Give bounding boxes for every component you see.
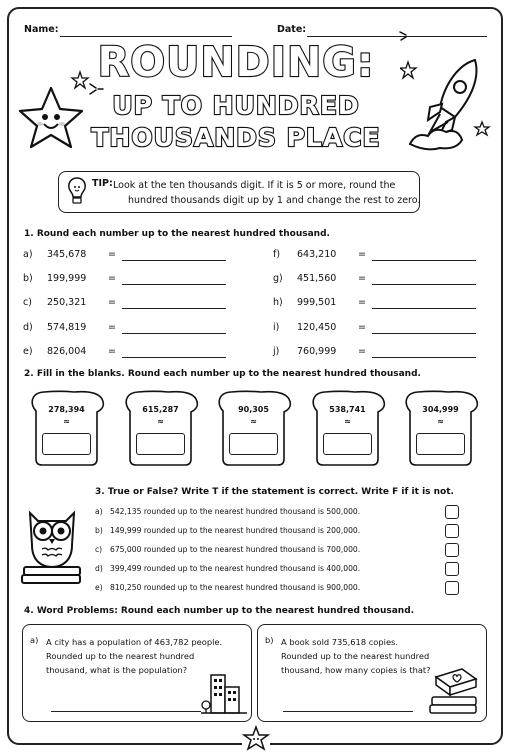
toast-number: 90,305 (238, 405, 269, 414)
approx-sign: ≈ (344, 417, 351, 426)
equals-sign: = (358, 297, 366, 308)
question-g (273, 273, 483, 287)
question-number: 250,321 (47, 297, 87, 308)
problem-b-line-1: A book sold 735,618 copies. (281, 637, 399, 647)
problem-a-line-2: Rounded up to the nearest hundred (46, 651, 195, 661)
statement-letter: b) (95, 526, 103, 535)
question-number: 199,999 (47, 273, 87, 284)
question-f (273, 249, 483, 263)
question-number: 451,560 (297, 273, 337, 284)
question-number: 999,501 (297, 297, 337, 308)
answer-line[interactable] (122, 284, 226, 285)
toast-number: 615,287 (142, 405, 179, 414)
problem-a-answer-line[interactable] (51, 711, 201, 712)
answer-checkbox[interactable] (445, 581, 459, 595)
toast-card (402, 389, 479, 466)
owl-on-books-icon (20, 505, 84, 587)
sparkle-icon (398, 28, 414, 44)
answer-box[interactable] (229, 433, 278, 455)
question-number: 760,999 (297, 346, 337, 357)
answer-box[interactable] (416, 433, 465, 455)
section-1-heading: 1. Round each number up to the nearest hundred thousand. (24, 229, 330, 239)
equals-sign: = (108, 249, 116, 260)
statement-letter: a) (95, 507, 103, 516)
tip-text-line-1: Look at the ten thousands digit. If it is 5 or more, round the (113, 180, 396, 191)
answer-line[interactable] (372, 308, 476, 309)
toast-number: 304,999 (422, 405, 459, 414)
section-2-heading: 2. Fill in the blanks. Round each number up to the nearest hundred thousand. (24, 369, 421, 379)
answer-box[interactable] (323, 433, 372, 455)
statement-letter: e) (95, 583, 103, 592)
books-icon (428, 665, 480, 719)
true-false-item (95, 526, 435, 538)
lightbulb-icon (66, 175, 88, 207)
question-c (23, 297, 233, 311)
star-mascot-icon (16, 84, 86, 150)
approx-sign: ≈ (157, 417, 164, 426)
tip-text-line-2: hundred thousands digit up by 1 and change the rest to zero. (128, 195, 421, 206)
question-letter: b) (23, 273, 33, 284)
question-letter: a) (23, 249, 33, 260)
approx-sign: ≈ (437, 417, 444, 426)
problem-a-line-1: A city has a population of 463,782 people. (46, 637, 223, 647)
equals-sign: = (358, 249, 366, 260)
word-problem-a (22, 624, 252, 722)
statement-text: 399,499 rounded up to the nearest hundred thousand is 400,000. (110, 564, 361, 573)
true-false-item (95, 583, 435, 595)
toast-card (309, 389, 386, 466)
answer-line[interactable] (372, 284, 476, 285)
question-letter: g) (273, 273, 283, 284)
answer-line[interactable] (122, 260, 226, 261)
title-line-2: UP TO HUNDRED (112, 91, 360, 120)
problem-a-line-3: thousand, what is the population? (46, 665, 188, 675)
toast-card (122, 389, 199, 466)
question-letter: d) (23, 322, 33, 333)
title-line-1: ROUNDING: (97, 38, 375, 86)
answer-line[interactable] (372, 333, 476, 334)
statement-letter: d) (95, 564, 103, 573)
answer-checkbox[interactable] (445, 524, 459, 538)
equals-sign: = (108, 322, 116, 333)
question-letter: e) (23, 346, 33, 357)
question-number: 643,210 (297, 249, 337, 260)
date-field[interactable] (307, 36, 487, 37)
section-4-heading: 4. Word Problems: Round each number up to the nearest hundred thousand. (24, 606, 415, 616)
question-h (273, 297, 483, 311)
answer-line[interactable] (122, 333, 226, 334)
problem-b-letter: b) (265, 635, 274, 645)
city-buildings-icon (201, 669, 249, 717)
question-i (273, 322, 483, 336)
name-label: Name: (24, 24, 59, 35)
question-number: 574,819 (47, 322, 87, 333)
toast-card (28, 389, 105, 466)
equals-sign: = (358, 322, 366, 333)
tip-label: TIP: (92, 178, 113, 189)
equals-sign: = (108, 346, 116, 357)
toast-number: 538,741 (329, 405, 366, 414)
answer-line[interactable] (122, 308, 226, 309)
answer-checkbox[interactable] (445, 505, 459, 519)
question-letter: j) (273, 346, 280, 357)
question-b (23, 273, 233, 287)
statement-text: 542,135 rounded up to the nearest hundred thousand is 500,000. (110, 507, 361, 516)
question-letter: c) (23, 297, 32, 308)
question-letter: h) (273, 297, 283, 308)
answer-checkbox[interactable] (445, 562, 459, 576)
true-false-item (95, 545, 435, 557)
toast-number: 278,394 (48, 405, 85, 414)
statement-letter: c) (95, 545, 103, 554)
equals-sign: = (358, 346, 366, 357)
title-line-3: THOUSANDS PLACE (91, 123, 381, 152)
problem-b-answer-line[interactable] (283, 711, 413, 712)
equals-sign: = (108, 273, 116, 284)
statement-text: 675,000 rounded up to the nearest hundred thousand is 700,000. (110, 545, 361, 554)
equals-sign: = (108, 297, 116, 308)
true-false-item (95, 507, 435, 519)
statement-text: 149,999 rounded up to the nearest hundred thousand is 200,000. (110, 526, 361, 535)
question-letter: i) (273, 322, 280, 333)
answer-box[interactable] (42, 433, 91, 455)
date-label: Date: (277, 24, 307, 35)
approx-sign: ≈ (250, 417, 257, 426)
word-problem-b (257, 624, 487, 722)
question-d (23, 322, 233, 336)
answer-box[interactable] (136, 433, 185, 455)
question-number: 345,678 (47, 249, 87, 260)
question-number: 120,450 (297, 322, 337, 333)
name-field[interactable] (60, 36, 232, 37)
statement-text: 810,250 rounded up to the nearest hundred thousand is 900,000. (110, 583, 361, 592)
toast-card (215, 389, 292, 466)
equals-sign: = (358, 273, 366, 284)
question-number: 826,004 (47, 346, 87, 357)
answer-line[interactable] (372, 260, 476, 261)
problem-b-line-2: Rounded up to the nearest hundred (281, 651, 430, 661)
footer-star-icon (242, 725, 270, 751)
problem-a-letter: a) (30, 635, 39, 645)
approx-sign: ≈ (63, 417, 70, 426)
answer-checkbox[interactable] (445, 543, 459, 557)
answer-line[interactable] (122, 357, 226, 358)
question-e (23, 346, 233, 360)
true-false-item (95, 564, 435, 576)
section-3-heading: 3. True or False? Write T if the statement is correct. Write F if it is not. (95, 487, 454, 497)
question-a (23, 249, 233, 263)
rocket-icon (400, 52, 496, 162)
answer-line[interactable] (372, 357, 476, 358)
problem-b-line-3: thousand, how many copies is that? (281, 665, 431, 675)
question-letter: f) (273, 249, 281, 260)
question-j (273, 346, 483, 360)
